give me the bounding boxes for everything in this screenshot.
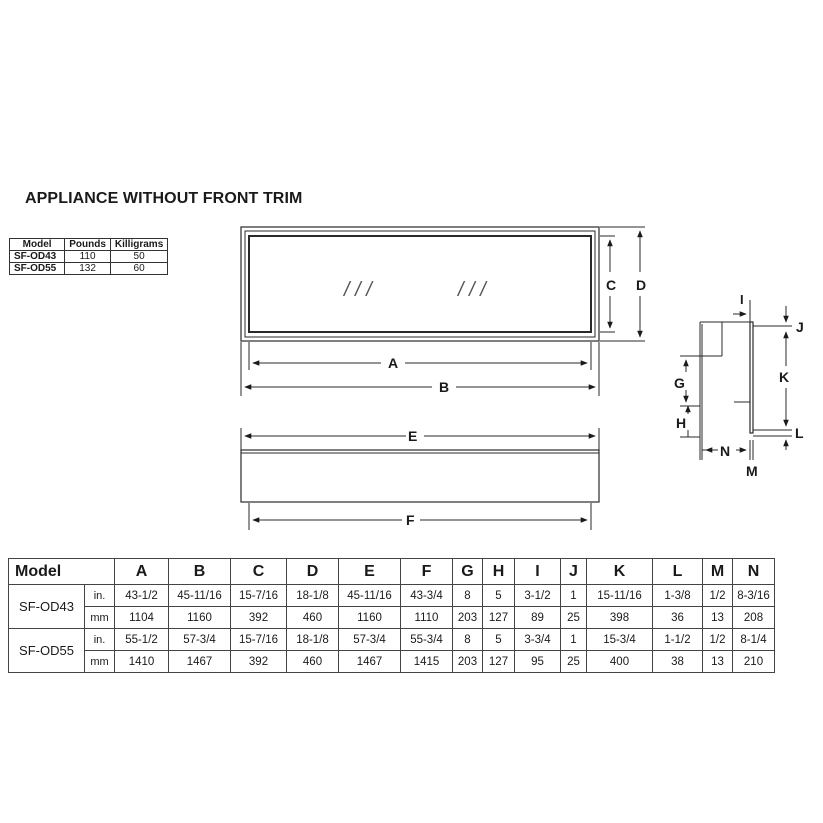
header-model: Model bbox=[9, 559, 115, 585]
cell-f: 1110 bbox=[401, 607, 453, 629]
model-name: SF-OD43 bbox=[9, 585, 85, 629]
weight-header-pounds: Pounds bbox=[65, 239, 111, 251]
weight-pounds: 110 bbox=[65, 251, 111, 263]
table-row bbox=[9, 651, 775, 673]
dimension-label-b: B bbox=[439, 379, 450, 395]
cell-k: 398 bbox=[587, 607, 653, 629]
unit-label: mm bbox=[85, 651, 115, 673]
glass-marking: / / / bbox=[344, 279, 372, 301]
cell-n: 8-1/4 bbox=[733, 629, 775, 651]
cell-i: 89 bbox=[515, 607, 561, 629]
cell-e: 1467 bbox=[339, 651, 401, 673]
weight-header-kg: Killigrams bbox=[110, 239, 167, 251]
weight-model: SF-OD43 bbox=[10, 251, 65, 263]
cell-l: 1-3/8 bbox=[653, 585, 703, 607]
header-n: N bbox=[733, 559, 775, 585]
weight-model: SF-OD55 bbox=[10, 263, 65, 275]
cell-a: 1104 bbox=[115, 607, 169, 629]
dimension-label-c: C bbox=[606, 277, 617, 293]
dimension-label-j: J bbox=[796, 319, 804, 335]
cell-a: 43-1/2 bbox=[115, 585, 169, 607]
cell-b: 45-11/16 bbox=[169, 585, 231, 607]
cell-e: 45-11/16 bbox=[339, 585, 401, 607]
cell-j: 25 bbox=[561, 607, 587, 629]
cell-i: 95 bbox=[515, 651, 561, 673]
weight-kg: 60 bbox=[110, 263, 167, 275]
header-a: A bbox=[115, 559, 169, 585]
cell-j: 25 bbox=[561, 651, 587, 673]
dimension-b-line bbox=[241, 342, 599, 396]
cell-g: 203 bbox=[453, 607, 483, 629]
cell-e: 1160 bbox=[339, 607, 401, 629]
cell-b: 1160 bbox=[169, 607, 231, 629]
cell-k: 15-11/16 bbox=[587, 585, 653, 607]
weight-header-model: Model bbox=[10, 239, 65, 251]
table-row bbox=[9, 585, 775, 607]
dimension-label-l: L bbox=[795, 425, 804, 441]
weight-pounds: 132 bbox=[65, 263, 111, 275]
cell-b: 1467 bbox=[169, 651, 231, 673]
cell-f: 1415 bbox=[401, 651, 453, 673]
cell-h: 127 bbox=[483, 651, 515, 673]
header-f: F bbox=[401, 559, 453, 585]
header-k: K bbox=[587, 559, 653, 585]
cell-g: 203 bbox=[453, 651, 483, 673]
page-title: APPLIANCE WITHOUT FRONT TRIM bbox=[25, 190, 303, 207]
header-h: H bbox=[483, 559, 515, 585]
header-j: J bbox=[561, 559, 587, 585]
cell-d: 460 bbox=[287, 651, 339, 673]
cell-g: 8 bbox=[453, 585, 483, 607]
cell-d: 460 bbox=[287, 607, 339, 629]
cell-m: 13 bbox=[703, 607, 733, 629]
cell-c: 392 bbox=[231, 607, 287, 629]
header-i: I bbox=[515, 559, 561, 585]
cell-f: 55-3/4 bbox=[401, 629, 453, 651]
side-view bbox=[680, 300, 792, 460]
dimension-label-g: G bbox=[674, 375, 685, 391]
header-d: D bbox=[287, 559, 339, 585]
cell-b: 57-3/4 bbox=[169, 629, 231, 651]
cell-f: 43-3/4 bbox=[401, 585, 453, 607]
glass-marking: / / / bbox=[458, 279, 486, 301]
model-name: SF-OD55 bbox=[9, 629, 85, 673]
dimension-label-m: M bbox=[746, 463, 758, 479]
cell-j: 1 bbox=[561, 585, 587, 607]
table-row bbox=[9, 629, 775, 651]
cell-a: 1410 bbox=[115, 651, 169, 673]
cell-c: 15-7/16 bbox=[231, 629, 287, 651]
cell-k: 15-3/4 bbox=[587, 629, 653, 651]
cell-n: 208 bbox=[733, 607, 775, 629]
dimension-label-i: I bbox=[740, 292, 744, 307]
table-row bbox=[9, 607, 775, 629]
top-view bbox=[241, 428, 599, 530]
dimension-label-k: K bbox=[779, 369, 790, 385]
header-m: M bbox=[703, 559, 733, 585]
unit-label: mm bbox=[85, 607, 115, 629]
weight-kg: 50 bbox=[110, 251, 167, 263]
cell-n: 210 bbox=[733, 651, 775, 673]
cell-l: 36 bbox=[653, 607, 703, 629]
dimension-a-line bbox=[249, 342, 591, 370]
cell-i: 3-1/2 bbox=[515, 585, 561, 607]
dimension-label-d: D bbox=[636, 277, 647, 293]
cell-m: 1/2 bbox=[703, 629, 733, 651]
cell-n: 8-3/16 bbox=[733, 585, 775, 607]
cell-h: 127 bbox=[483, 607, 515, 629]
dimension-label-a: A bbox=[388, 355, 399, 371]
dimension-table bbox=[8, 558, 775, 673]
unit-label: in. bbox=[85, 585, 115, 607]
cell-c: 392 bbox=[231, 651, 287, 673]
header-c: C bbox=[231, 559, 287, 585]
front-view bbox=[241, 227, 599, 341]
cell-m: 1/2 bbox=[703, 585, 733, 607]
dimension-label-n: N bbox=[720, 443, 731, 459]
cell-h: 5 bbox=[483, 629, 515, 651]
cell-k: 400 bbox=[587, 651, 653, 673]
cell-d: 18-1/8 bbox=[287, 629, 339, 651]
dimension-label-e: E bbox=[408, 428, 418, 444]
cell-e: 57-3/4 bbox=[339, 629, 401, 651]
dimension-label-f: F bbox=[406, 512, 415, 528]
header-l: L bbox=[653, 559, 703, 585]
unit-label: in. bbox=[85, 629, 115, 651]
cell-d: 18-1/8 bbox=[287, 585, 339, 607]
cell-i: 3-3/4 bbox=[515, 629, 561, 651]
dimension-label-h: H bbox=[676, 415, 687, 431]
cell-l: 38 bbox=[653, 651, 703, 673]
dimension-table-header bbox=[9, 559, 775, 585]
header-b: B bbox=[169, 559, 231, 585]
header-g: G bbox=[453, 559, 483, 585]
cell-l: 1-1/2 bbox=[653, 629, 703, 651]
cell-j: 1 bbox=[561, 629, 587, 651]
cell-h: 5 bbox=[483, 585, 515, 607]
cell-m: 13 bbox=[703, 651, 733, 673]
cell-g: 8 bbox=[453, 629, 483, 651]
header-e: E bbox=[339, 559, 401, 585]
cell-c: 15-7/16 bbox=[231, 585, 287, 607]
cell-a: 55-1/2 bbox=[115, 629, 169, 651]
